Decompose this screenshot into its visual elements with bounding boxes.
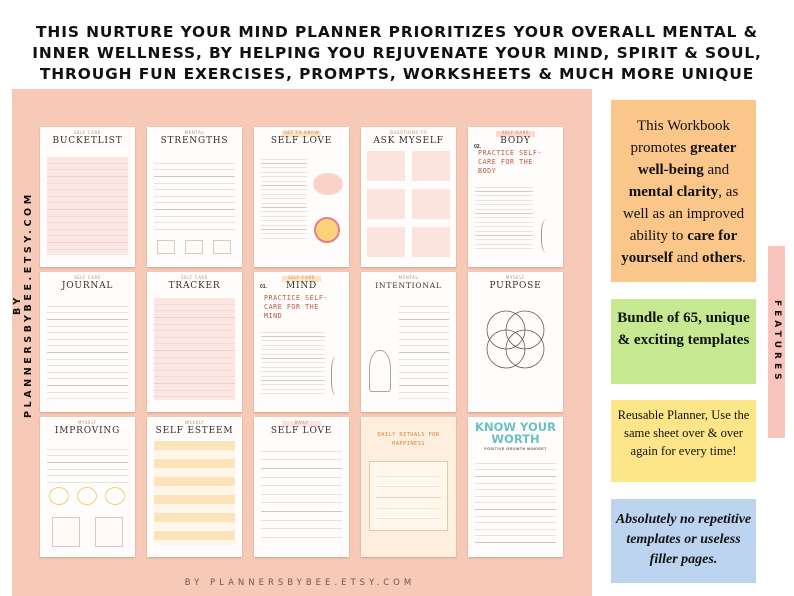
headline: THIS NURTURE YOUR MIND PLANNER PRIORITIZES YOUR OVERALL MENTAL & INNER WELLNESS, BY HELPING YOU REJUVENATE YOUR MIND, SPIRIT & SOUL, THROUGH FUN EXERCISES, PROMPTS, WORKSHEETS & MUCH MORE UNIQUE bbox=[0, 0, 794, 88]
page-number: 02. bbox=[474, 144, 481, 150]
page-title: BODY bbox=[500, 136, 531, 146]
portrait-illustration-icon bbox=[369, 350, 391, 392]
box bbox=[213, 240, 231, 254]
feature-emphasis: mental clarity bbox=[628, 184, 719, 200]
question-box bbox=[367, 227, 405, 257]
question-box bbox=[367, 189, 405, 219]
page-title: MIND bbox=[285, 281, 318, 291]
page-title: INTENTIONAL bbox=[375, 281, 442, 290]
question-box bbox=[367, 151, 405, 181]
page-kicker: SELF CARE bbox=[287, 275, 316, 280]
page-title: KNOW YOUR WORTH bbox=[475, 420, 556, 446]
page-tracker bbox=[147, 272, 242, 412]
question-box bbox=[412, 227, 450, 257]
feature-text: . bbox=[742, 250, 746, 266]
box bbox=[52, 517, 80, 547]
heart-icon bbox=[77, 487, 97, 505]
features-tab: FEATURES bbox=[768, 246, 785, 438]
page-kicker: GET TO KNOW bbox=[283, 130, 320, 135]
page-kicker: SELF CARE bbox=[73, 130, 102, 135]
lined-area bbox=[376, 466, 441, 526]
feature-text: This Workbook promotes bbox=[630, 118, 731, 156]
page-title: IMPROVING bbox=[54, 426, 121, 436]
page-title: JOURNAL bbox=[61, 281, 114, 291]
page-title: SELF ESTEEM bbox=[155, 426, 234, 436]
text-block bbox=[261, 155, 307, 239]
practice-heading: PRACTICE SELF-CARE FOR THE BODY bbox=[478, 149, 542, 175]
feature-wellbeing bbox=[611, 100, 756, 282]
page-know-your-worth bbox=[468, 417, 563, 557]
feature-text: , as well as an improved ability to bbox=[622, 184, 745, 244]
page-kicker: DAILY bbox=[294, 420, 309, 425]
box bbox=[185, 240, 203, 254]
side-url-text: BY PLANNERSBYBEE.ETSY.COM bbox=[12, 191, 34, 419]
page-self-love-1 bbox=[254, 127, 349, 267]
lined-area bbox=[47, 443, 128, 485]
page-kicker: QUESTIONS TO bbox=[389, 130, 428, 135]
box bbox=[157, 240, 175, 254]
lined-area bbox=[154, 157, 235, 235]
page-improving bbox=[40, 417, 135, 557]
text-block bbox=[475, 183, 533, 253]
page-title: SELF LOVE bbox=[270, 136, 333, 146]
template-grid bbox=[40, 127, 565, 555]
venn-diagram-icon bbox=[478, 302, 553, 377]
page-bucketlist bbox=[40, 127, 135, 267]
tracker-grid bbox=[154, 298, 235, 400]
page-ask-myself bbox=[361, 127, 456, 267]
question-box bbox=[412, 151, 450, 181]
page-mind bbox=[254, 272, 349, 412]
feature-reusable: Reusable Planner, Use the same sheet over & over again for every time! bbox=[611, 400, 756, 482]
feature-emphasis: others bbox=[702, 250, 743, 266]
weekly-grid bbox=[154, 441, 235, 545]
page-journal bbox=[40, 272, 135, 412]
feature-emphasis: greater well-being bbox=[637, 140, 737, 178]
page-purpose bbox=[468, 272, 563, 412]
lined-area bbox=[475, 457, 556, 545]
page-subtitle: POSITIVE GROWTH MINDSET bbox=[484, 447, 547, 451]
page-title: SELF LOVE bbox=[270, 426, 333, 436]
page-kicker: SELF CARE bbox=[180, 275, 209, 280]
page-kicker: MYSELF bbox=[77, 420, 98, 425]
page-intentional bbox=[361, 272, 456, 412]
page-kicker: MENTAL bbox=[398, 275, 419, 280]
lined-area bbox=[47, 157, 128, 255]
page-title: BUCKETLIST bbox=[52, 136, 123, 146]
lined-area bbox=[399, 300, 449, 400]
page-title: TRACKER bbox=[168, 281, 221, 291]
bottom-url-text: BY PLANNERSBYBEE.ETSY.COM bbox=[184, 578, 416, 588]
self-love-badge-icon bbox=[314, 217, 340, 243]
page-self-esteem bbox=[147, 417, 242, 557]
heart-icon bbox=[105, 487, 125, 505]
box bbox=[95, 517, 123, 547]
page-kicker: MENTAL bbox=[184, 130, 205, 135]
flower-decoration-icon bbox=[313, 173, 343, 195]
page-kicker: WEEKLY bbox=[184, 420, 205, 425]
page-body bbox=[468, 127, 563, 267]
feature-bundle: Bundle of 65, unique & exciting templates bbox=[611, 299, 756, 384]
page-title: DAILY RITUALS FOR HAPPINESS bbox=[377, 432, 440, 447]
heart-icon bbox=[49, 487, 69, 505]
lined-area bbox=[47, 300, 128, 400]
page-kicker: MYSELF bbox=[505, 275, 526, 280]
page-kicker: SELF CARE bbox=[73, 275, 102, 280]
botanical-icon bbox=[541, 219, 555, 253]
page-kicker: SELF-CARE bbox=[501, 130, 530, 135]
page-strengths bbox=[147, 127, 242, 267]
feature-text: and bbox=[672, 250, 703, 266]
question-box bbox=[412, 189, 450, 219]
page-self-love-2 bbox=[254, 417, 349, 557]
page-daily-rituals bbox=[361, 417, 456, 557]
text-block bbox=[261, 328, 325, 398]
botanical-icon bbox=[331, 356, 343, 396]
practice-heading: PRACTICE SELF-CARE FOR THE MIND bbox=[264, 294, 328, 320]
feature-no-filler: Absolutely no repetitive templates or useless filler pages. bbox=[611, 499, 756, 583]
page-title: PURPOSE bbox=[489, 281, 542, 291]
page-title: STRENGTHS bbox=[160, 136, 229, 146]
feature-text: and bbox=[703, 162, 730, 178]
page-number: 01. bbox=[260, 284, 267, 290]
ritual-list bbox=[369, 461, 448, 531]
lined-area bbox=[261, 443, 342, 545]
feature-emphasis: care for yourself bbox=[621, 228, 738, 266]
page-title: ASK MYSELF bbox=[373, 136, 444, 146]
